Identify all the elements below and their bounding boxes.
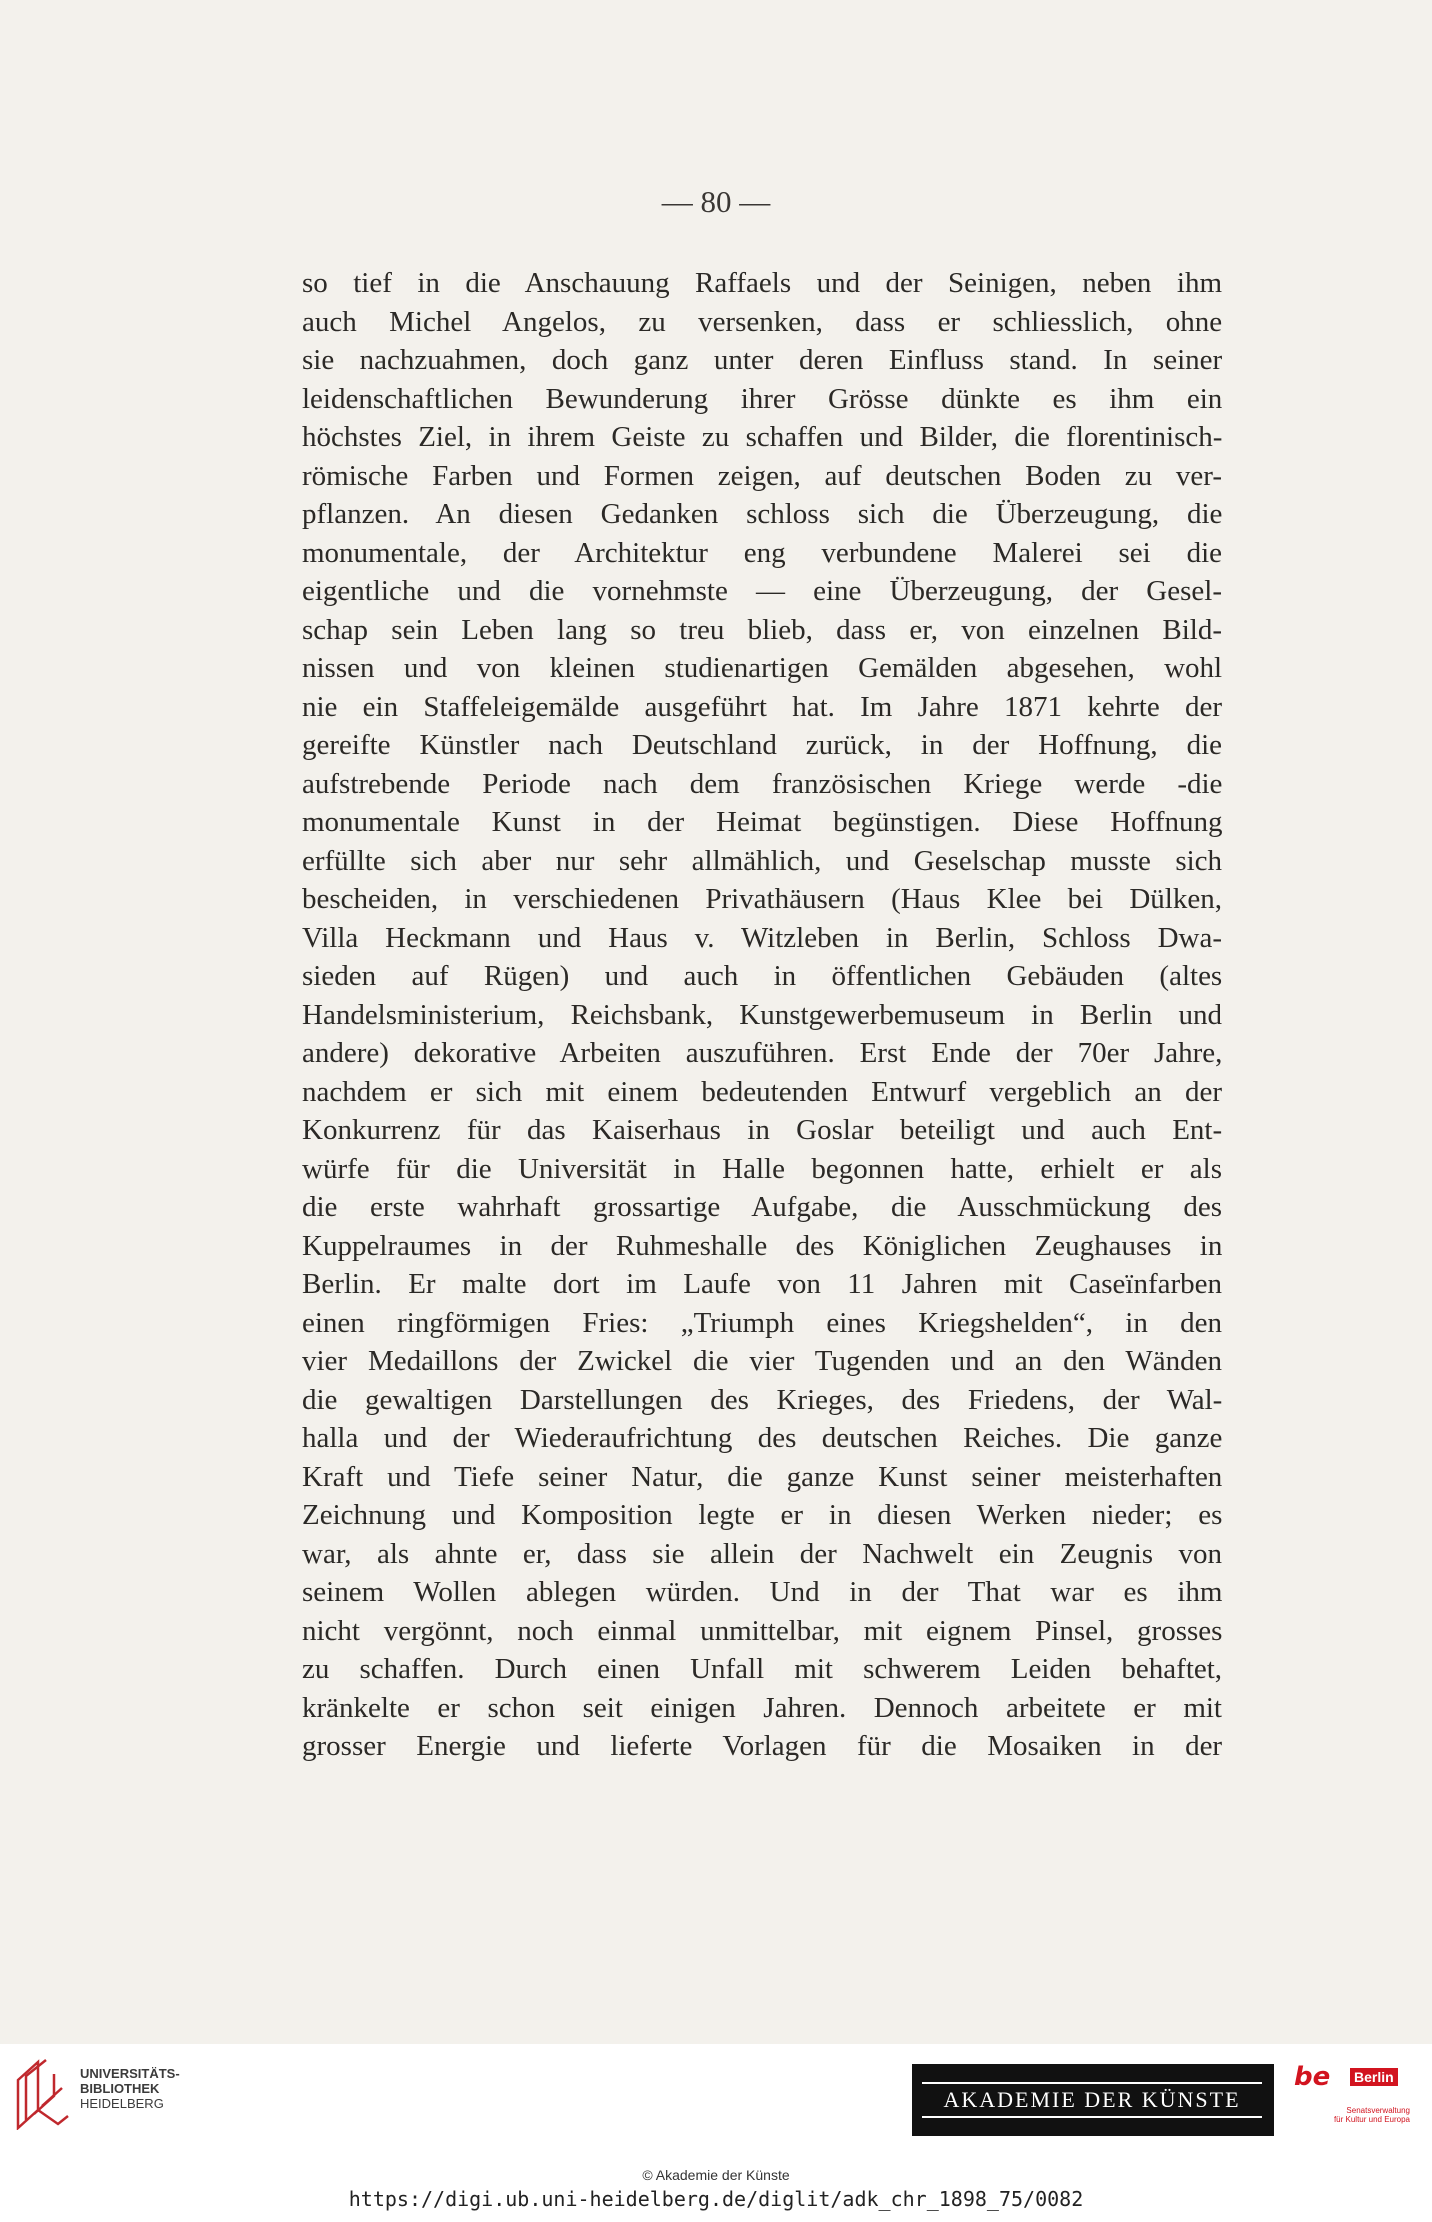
ub-logo-line: UNIVERSITÄTS- — [80, 2066, 180, 2081]
text-line: grosser Energie und lieferte Vorlagen für die Mosaiken in der — [302, 1730, 1223, 1762]
text-line: nicht vergönnt, noch einmal unmittelbar, mit eignem Pinsel, grosses — [302, 1614, 1223, 1647]
text-line: auch Michel Angelos, zu versenken, dass er schliesslich, ohne — [302, 305, 1223, 338]
text-line: Villa Heckmann und Haus v. Witzleben in Berlin, Schloss Dwa- — [302, 921, 1222, 954]
ub-logo-line: HEIDELBERG — [80, 2096, 164, 2111]
text-line: kränkelte er schon seit einigen Jahren. Dennoch arbeitete er mit — [302, 1691, 1222, 1724]
permalink-url[interactable]: https://digi.ub.uni-heidelberg.de/diglit/adk_chr_1898_75/0082 — [348, 2187, 1084, 2211]
text-line: halla und der Wiederaufrichtung des deutschen Reiches. Die ganze — [302, 1422, 1223, 1454]
body-text — [302, 264, 1222, 1766]
adk-logo-text: AKADEMIE DER KÜNSTE — [922, 2082, 1262, 2118]
berlin-badge: Berlin — [1350, 2068, 1398, 2086]
text-line: würfe für die Universität in Halle begonnen hatte, erhielt er als — [302, 1152, 1222, 1185]
text-line: die gewaltigen Darstellungen des Krieges, des Friedens, der Wal- — [302, 1383, 1223, 1416]
text-line: Kraft und Tiefe seiner Natur, die ganze Kunst seiner meisterhaften — [302, 1460, 1223, 1493]
text-line: erfüllte sich aber nur sehr allmählich, und Geselschap musste sich — [302, 844, 1223, 877]
text-line: aufstrebende Periode nach dem französischen Kriege werde -die — [302, 767, 1223, 800]
berlin-logo-subtitle — [1320, 2106, 1410, 2124]
text-line: eigentliche und die vornehmste — eine Überzeugung, der Gesel- — [302, 575, 1222, 607]
text-line: pflanzen. An diesen Gedanken schloss sich die Überzeugung, die — [302, 498, 1223, 530]
text-line: gereifte Künstler nach Deutschland zurück, in der Hoffnung, die — [302, 729, 1222, 761]
text-line: Zeichnung und Komposition legte er in diesen Werken nieder; es — [302, 1499, 1223, 1531]
berlin-sub-line: für Kultur und Europa — [1333, 2115, 1410, 2124]
text-line: sie nachzuahmen, doch ganz unter deren Einfluss stand. In seiner — [302, 344, 1223, 376]
ub-logo-text — [80, 2066, 180, 2111]
text-line: die erste wahrhaft grossartige Aufgabe, die Ausschmückung des — [302, 1191, 1222, 1223]
text-line: Handelsministerium, Reichsbank, Kunstgewerbemuseum in Berlin und — [302, 998, 1222, 1031]
ub-logo-line: BIBLIOTHEK — [80, 2081, 160, 2096]
text-line: einen ringförmigen Fries: „Triumph eines Kriegshelden“, in den — [302, 1306, 1222, 1339]
text-line: schap sein Leben lang so treu blieb, dass er, von einzelnen Bild- — [302, 613, 1222, 646]
text-line: Kuppelraumes in der Ruhmeshalle des Königlichen Zeughauses in — [302, 1229, 1223, 1262]
copyright-notice: © Akademie der Künste — [642, 2167, 790, 2183]
text-line: war, als ahnte er, dass sie allein der Nachwelt ein Zeugnis von — [302, 1537, 1223, 1570]
berlin-senate-logo[interactable] — [1290, 2060, 1410, 2136]
text-line: andere) dekorative Arbeiten auszuführen. Erst Ende der 70er Jahre, — [302, 1037, 1223, 1069]
berlin-sub-line: Senatsverwaltung — [1346, 2106, 1410, 2115]
text-line: Berlin. Er malte dort im Laufe von 11 Jahren mit Caseïnfarben — [302, 1268, 1222, 1300]
be-berlin-mark: be — [1294, 2062, 1331, 2092]
text-line: Konkurrenz für das Kaiserhaus in Goslar beteiligt und auch Ent- — [302, 1114, 1223, 1146]
text-line: monumentale, der Architektur eng verbundene Malerei sei die — [302, 536, 1222, 569]
ub-logo-icon — [14, 2058, 72, 2130]
page-number: — 80 — — [661, 184, 771, 219]
text-line: nie ein Staffeleigemälde ausgeführt hat. Im Jahre 1871 kehrte der — [302, 690, 1223, 723]
text-line: höchstes Ziel, in ihrem Geiste zu schaffen und Bilder, die florentinisch- — [302, 421, 1223, 453]
text-line: nachdem er sich mit einem bedeutenden Entwurf vergeblich an der — [302, 1075, 1222, 1108]
text-line: bescheiden, in verschiedenen Privathäusern (Haus Klee bei Dülken, — [302, 883, 1222, 915]
text-line: nissen und von kleinen studienartigen Gemälden abgesehen, wohl — [302, 652, 1223, 684]
text-line: so tief in die Anschauung Raffaels und der Seinigen, neben ihm — [302, 267, 1222, 299]
text-line: seinem Wollen ablegen würden. Und in der That war es ihm — [302, 1576, 1223, 1608]
university-library-logo[interactable] — [14, 2058, 194, 2130]
akademie-der-kuenste-logo[interactable] — [912, 2064, 1274, 2136]
text-line: monumentale Kunst in der Heimat begünstigen. Diese Hoffnung — [302, 806, 1223, 838]
text-line: römische Farben und Formen zeigen, auf deutschen Boden zu ver- — [302, 459, 1222, 492]
text-line: vier Medaillons der Zwickel die vier Tugenden und an den Wänden — [302, 1345, 1222, 1377]
text-line: leidenschaftlichen Bewunderung ihrer Grösse dünkte es ihm ein — [302, 382, 1223, 415]
text-line: zu schaffen. Durch einen Unfall mit schwerem Leiden behaftet, — [302, 1653, 1223, 1685]
text-line: sieden auf Rügen) und auch in öffentlichen Gebäuden (altes — [302, 960, 1223, 992]
